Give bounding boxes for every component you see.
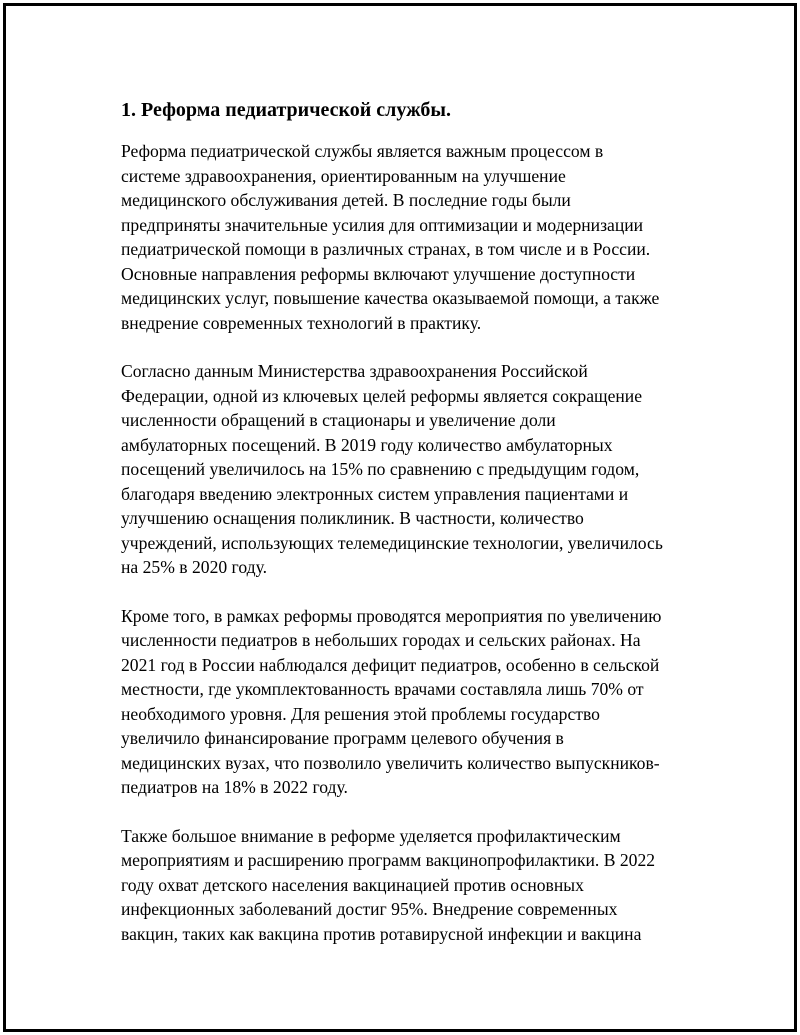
page-frame [3, 3, 797, 1032]
section-heading: 1. Реформа педиатрической службы. [121, 99, 451, 121]
text-line: педиатров на 18% в 2022 году. [121, 777, 348, 797]
text-line: медицинских услуг, повышение качества оказываемой помощи, а также [121, 288, 660, 308]
text-line: благодаря введению электронных систем управления пациентами и [121, 483, 629, 504]
text-line: местности, где укомплектованность врачами составляла лишь 70% от [121, 679, 644, 699]
text-line: Кроме того, в рамках реформы проводятся мероприятия по увеличению [121, 605, 662, 626]
text-line: внедрение современных технологий в практику. [121, 312, 482, 333]
text-line: вакцин, таких как вакцина против ротавирусной инфекции и вакцина [121, 923, 642, 944]
text-line: Федерации, одной из ключевых целей реформы является сокращение [121, 385, 643, 406]
text-line: Также большое внимание в реформе уделяется профилактическим [121, 825, 621, 846]
text-line: системе здравоохранения, ориентированным на улучшение [121, 165, 566, 186]
text-line: увеличило финансирование программ целевого обучения в [121, 728, 564, 748]
text-line: численности педиатров в небольших городах и сельских районах. На [121, 630, 641, 650]
text-line: году охват детского населения вакцинацией против основных [121, 874, 584, 895]
text-line: амбулаторных посещений. В 2019 году количество амбулаторных [121, 434, 613, 455]
text-line: мероприятиям и расширению программ вакцинопрофилактики. В 2022 [121, 850, 656, 870]
text-line: Реформа педиатрической службы является важным процессом в [121, 141, 604, 161]
document-body [121, 98, 711, 970]
text-line: учреждений, использующих телемедицинские технологии, увеличилось [121, 532, 663, 553]
text-line: необходимого уровня. Для решения этой проблемы государство [121, 703, 600, 724]
paragraph [121, 139, 711, 335]
text-line: улучшению оснащения поликлиник. В частности, количество [121, 508, 584, 528]
text-line: на 25% в 2020 году. [121, 557, 268, 577]
paragraphs [121, 139, 711, 946]
text-line: Основные направления реформы включают улучшение доступности [121, 263, 636, 284]
text-line: численности обращений в стационары и увеличение доли [121, 410, 556, 430]
text-line: педиатрической помощи в различных странах, в том числе и в России. [121, 239, 651, 259]
text-line: посещений увеличилось на 15% по сравнению с предыдущим годом, [121, 459, 640, 479]
paragraph [121, 359, 711, 580]
text-line: инфекционных заболеваний достиг 95%. Внедрение современных [121, 899, 618, 919]
text-line: медицинского обслуживания детей. В последние годы были [121, 190, 571, 210]
text-line: Согласно данным Министерства здравоохранения Российской [121, 361, 588, 381]
paragraph [121, 604, 711, 800]
text-line: медицинских вузах, что позволило увеличить количество выпускников- [121, 752, 660, 773]
paragraph [121, 824, 711, 947]
text-line: предприняты значительные усилия для оптимизации и модернизации [121, 214, 644, 235]
text-line: 2021 год в России наблюдался дефицит педиатров, особенно в сельской [121, 654, 660, 675]
